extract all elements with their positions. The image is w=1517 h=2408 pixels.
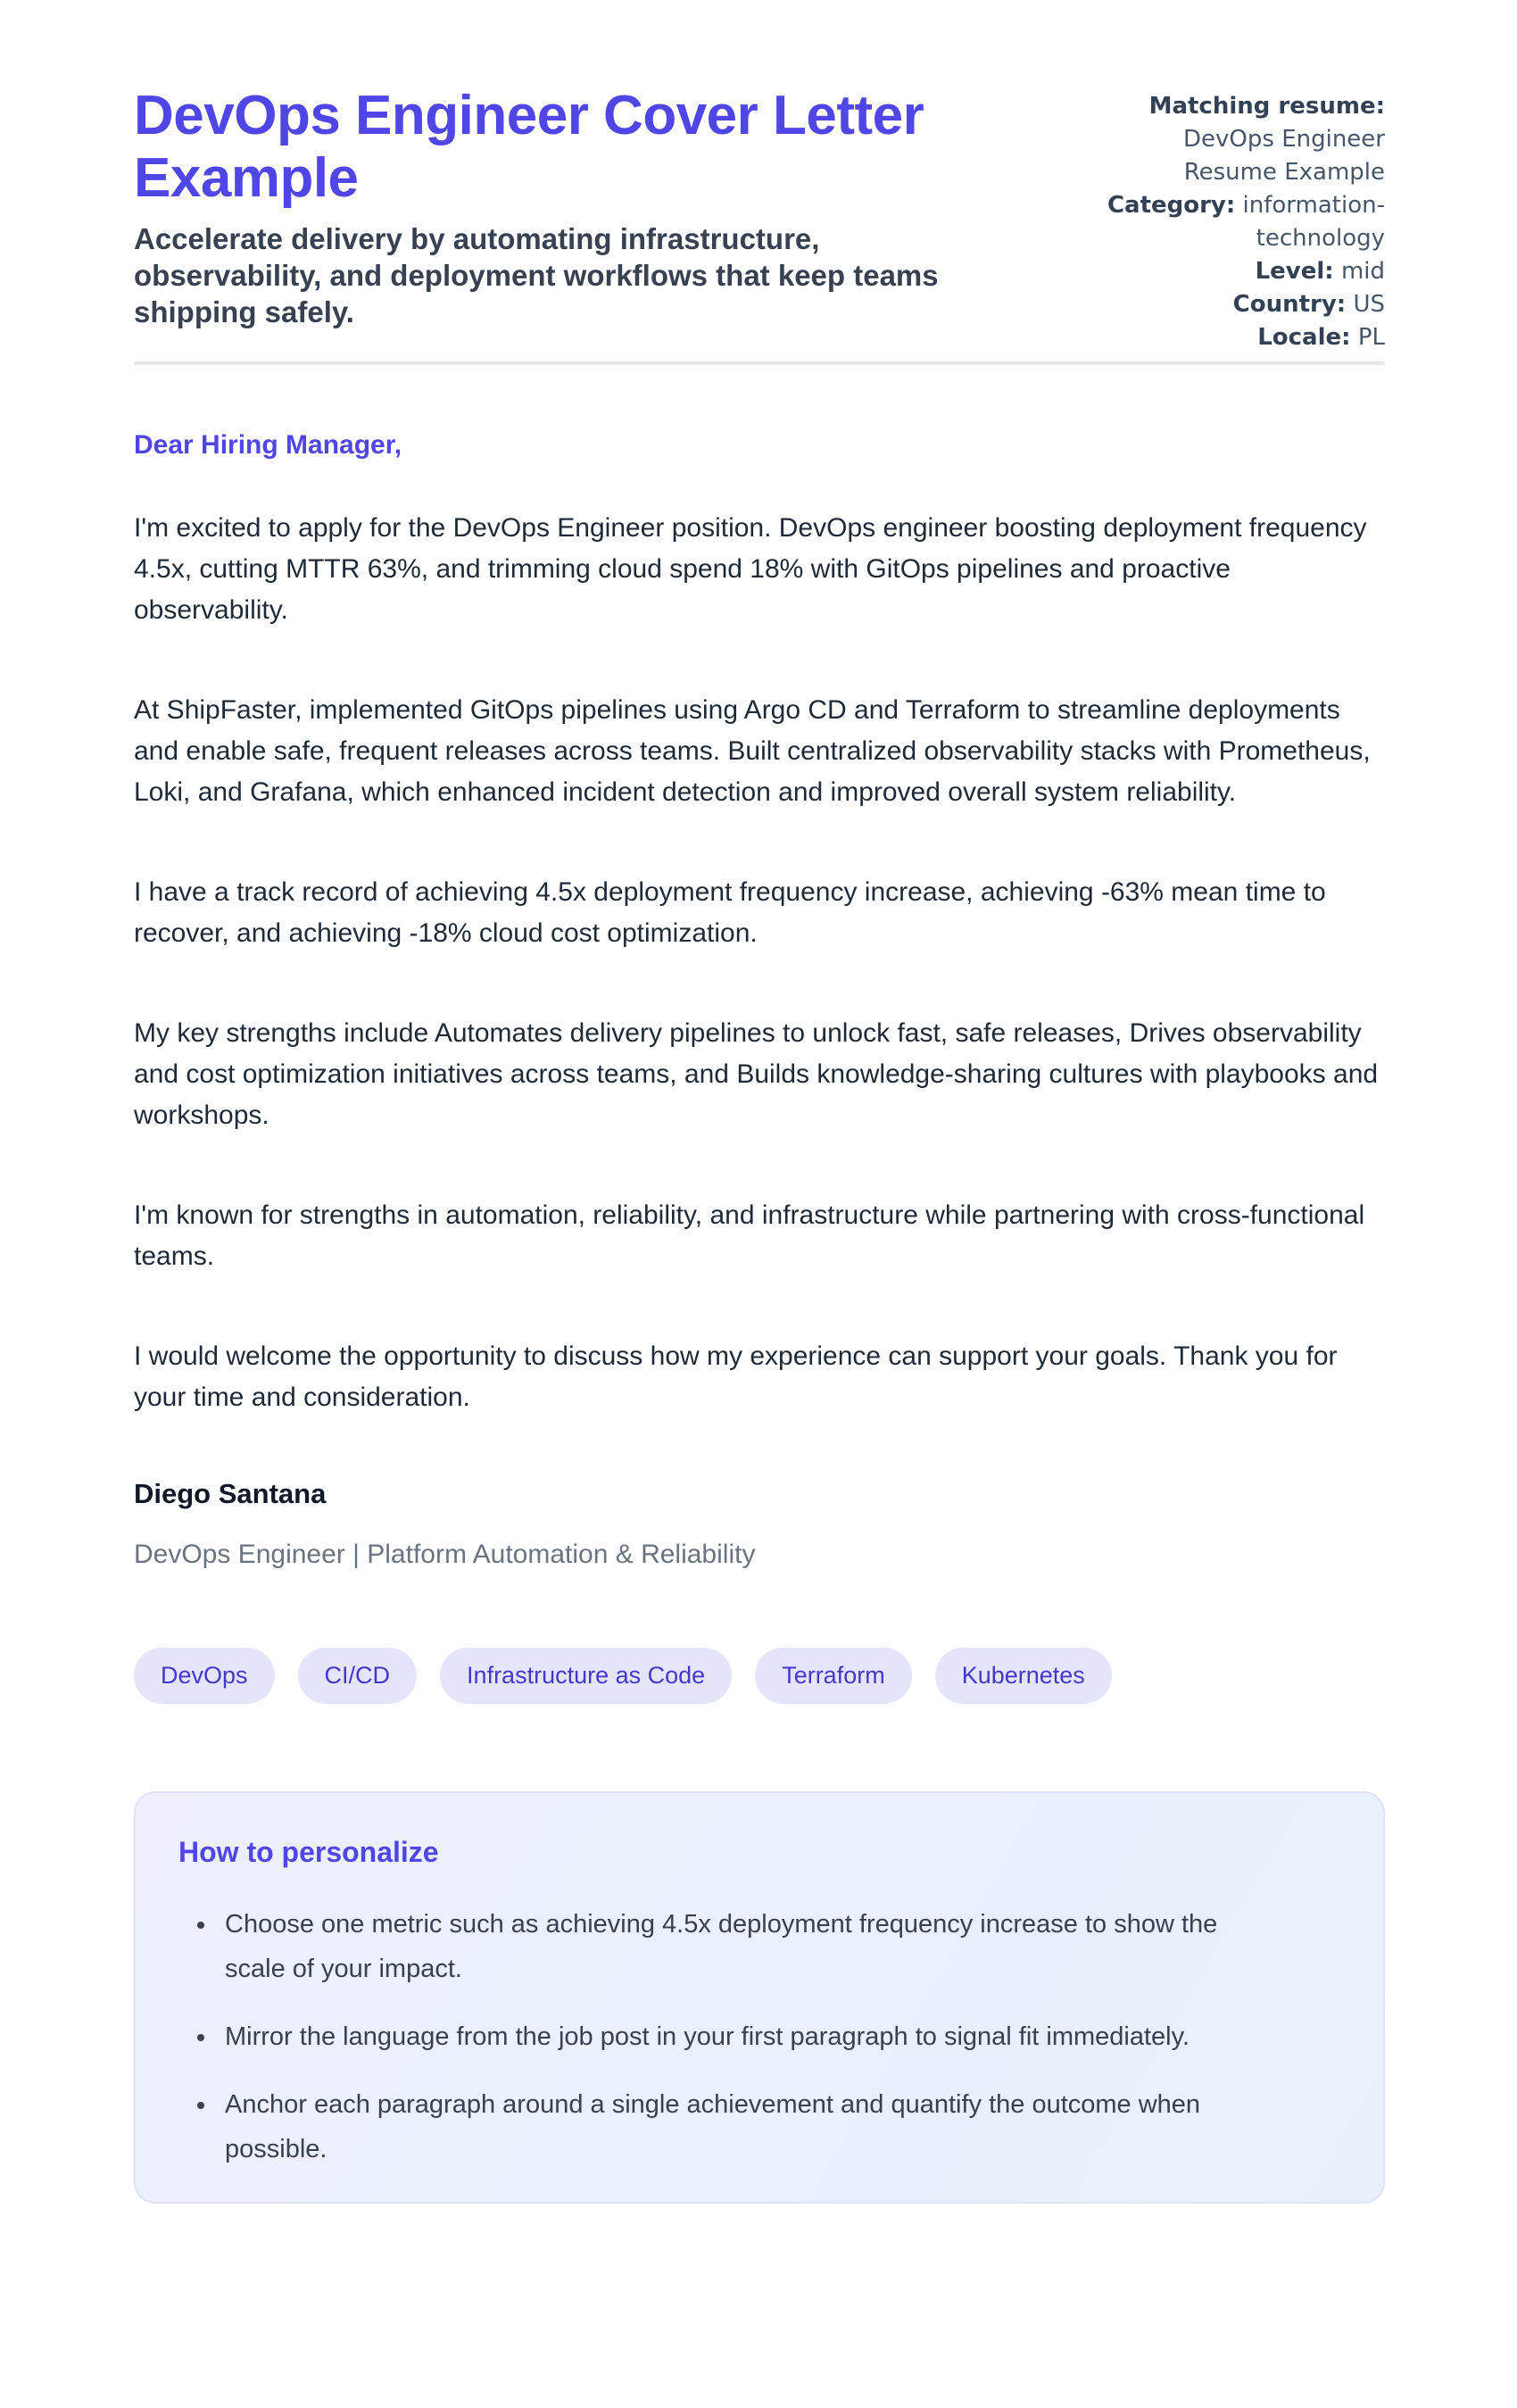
meta-row xyxy=(1104,321,1385,354)
signature-name: Diego Santana xyxy=(134,1478,327,1509)
letter-greeting: Dear Hiring Manager, xyxy=(134,430,402,460)
letter-paragraph: I'm excited to apply for the DevOps Engineer position. DevOps engineer boosting deployment frequency 4.5x, cutting MTTR 63%, and trimming cloud spend 18% with GitOps pipelines and proactive observability. xyxy=(134,513,1367,625)
meta-row xyxy=(1104,90,1385,189)
letter-paragraph: My key strengths include Automates delivery pipelines to unlock fast, safe releases, Drives observability and cost optimization initiatives across teams, and Builds knowledge-sharing cultures with playbooks and workshops. xyxy=(134,1018,1379,1130)
meta-label: Level: xyxy=(1255,258,1334,285)
divider xyxy=(134,361,1385,365)
meta-row xyxy=(1104,288,1385,321)
tips-title: How to personalize xyxy=(178,1836,439,1868)
tag-list xyxy=(134,1648,1385,1704)
meta-list xyxy=(1104,85,1385,354)
letter-paragraphs xyxy=(134,508,1385,1418)
meta-label: Locale: xyxy=(1257,324,1351,351)
title-block xyxy=(134,85,1035,330)
tag-pill[interactable]: Kubernetes xyxy=(935,1648,1112,1704)
page-header xyxy=(134,85,1385,354)
page-subtitle: Accelerate delivery by automating infrastructure, observability, and deployment workflows that keep teams shipping safely. xyxy=(134,222,939,328)
meta-label: Category: xyxy=(1107,192,1236,219)
letter-paragraph: I'm known for strengths in automation, reliability, and infrastructure while partnering with cross-functional teams. xyxy=(134,1200,1365,1271)
meta-label: Country: xyxy=(1232,291,1347,318)
personalize-tips-box xyxy=(134,1791,1385,2204)
letter-section xyxy=(134,429,1385,1571)
tag-pill[interactable]: Terraform xyxy=(755,1648,912,1704)
tag-pill[interactable]: Infrastructure as Code xyxy=(440,1648,732,1704)
meta-row xyxy=(1104,189,1385,255)
meta-value: DevOps Engineer Resume Example xyxy=(1183,126,1385,186)
meta-value: US xyxy=(1353,291,1385,318)
tip-item: • Mirror the language from the job post in your first paragraph to signal fit immediately. xyxy=(218,2014,1251,2059)
signature-role: DevOps Engineer | Platform Automation & Reliability xyxy=(134,1540,756,1569)
tips-list xyxy=(178,1902,1340,2171)
tip-item: • Anchor each paragraph around a single achievement and quantify the outcome when possible. xyxy=(218,2082,1251,2171)
tip-item: • Choose one metric such as achieving 4.5x deployment frequency increase to show the scale of your impact. xyxy=(218,1902,1251,1991)
meta-value: PL xyxy=(1357,324,1385,351)
meta-value: information-technology xyxy=(1242,192,1385,252)
meta-value: mid xyxy=(1340,258,1385,285)
letter-paragraph: I have a track record of achieving 4.5x deployment frequency increase, achieving -63% mean time to recover, and achieving -18% cloud cost optimization. xyxy=(134,877,1326,948)
meta-row xyxy=(1104,255,1385,288)
page-title: DevOps Engineer Cover Letter Example xyxy=(134,85,924,209)
letter-paragraph: At ShipFaster, implemented GitOps pipelines using Argo CD and Terraform to streamline deployments and enable safe, frequent releases across teams. Built centralized observability stacks with Prometheus, Loki, and Grafana, which enhanced incident detection and improved overall system reliability. xyxy=(134,695,1371,807)
letter-paragraph: I would welcome the opportunity to discuss how my experience can support your goals. Thank you for your time and consideration. xyxy=(134,1341,1338,1412)
tag-pill[interactable]: DevOps xyxy=(134,1648,275,1704)
meta-label: Matching resume: xyxy=(1148,93,1385,120)
tag-pill[interactable]: CI/CD xyxy=(298,1648,418,1704)
